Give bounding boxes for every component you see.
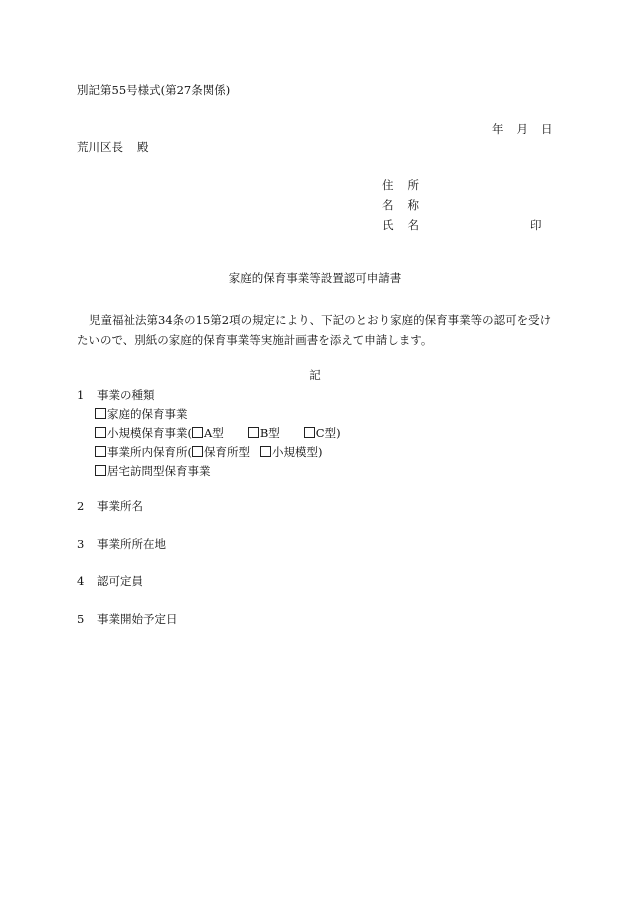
address-label-2: 所 [407, 178, 419, 192]
section-4 [77, 576, 143, 588]
seal-mark: 印 [530, 218, 542, 232]
addressee-honorific: 殿 [137, 140, 149, 154]
addressee-name: 荒川区長 [77, 140, 123, 154]
ki-heading: 記 [309, 368, 321, 382]
option-label: 事業所内保育所( [107, 445, 192, 459]
date-year: 年 [492, 122, 504, 136]
section-1-number: 1 [77, 388, 85, 402]
checkbox[interactable] [95, 446, 106, 457]
nursery-type-label: 保育所型 [204, 445, 250, 459]
checkbox[interactable] [95, 427, 106, 438]
small-type-label: 小規模型) [272, 445, 323, 459]
section-4-label: 認可定員 [97, 574, 143, 588]
business-type-options [77, 408, 341, 484]
applicant-block [382, 178, 542, 240]
applicant-address-row [382, 180, 418, 200]
form-id: 別記第55号様式(第27条関係) [77, 83, 231, 97]
option-label: 小規模保育事業( [107, 426, 192, 440]
checkbox-b-type[interactable] [248, 427, 259, 438]
option-home-visit [95, 465, 341, 484]
org-label-2: 称 [407, 198, 419, 212]
option-small-scale [95, 427, 341, 446]
section-3-number: 3 [77, 537, 85, 551]
address-label-1: 住 [382, 178, 394, 192]
checkbox[interactable] [95, 465, 106, 476]
option-label: 家庭的保育事業 [107, 407, 188, 421]
section-3-label: 事業所所在地 [97, 537, 166, 551]
section-4-number: 4 [77, 574, 85, 588]
date-day: 日 [541, 122, 553, 136]
document-title: 家庭的保育事業等設置認可申請書 [228, 271, 402, 285]
section-3 [77, 539, 166, 551]
applicant-person-row [382, 218, 542, 240]
checkbox-a-type[interactable] [192, 427, 203, 438]
a-type-label: A型 [204, 426, 224, 440]
checkbox-c-type[interactable] [304, 427, 315, 438]
section-2-number: 2 [77, 499, 85, 513]
person-label-2: 名 [407, 218, 419, 232]
body-paragraph: 児童福祉法第34条の15第2項の規定により、下記のとおり家庭的保育事業等の認可を受けたいので、別紙の家庭的保育事業等実施計画書を添えて申請します。 [77, 313, 552, 347]
section-5 [77, 614, 178, 626]
section-1 [77, 390, 341, 484]
date-month: 月 [516, 122, 528, 136]
option-workplace [95, 446, 341, 465]
applicant-org-row [382, 200, 418, 220]
org-label-1: 名 [382, 198, 394, 212]
section-5-number: 5 [77, 612, 85, 626]
date-line [492, 124, 553, 136]
option-label: 居宅訪問型保育事業 [107, 464, 211, 478]
section-2 [77, 501, 143, 513]
person-label-1: 氏 [382, 218, 394, 232]
option-home-childcare [95, 408, 341, 427]
checkbox-nursery-type[interactable] [192, 446, 203, 457]
checkbox[interactable] [95, 408, 106, 419]
checkbox-small-type[interactable] [260, 446, 271, 457]
addressee [77, 142, 149, 154]
b-type-label: B型 [259, 426, 280, 440]
c-type-label: C型) [315, 426, 341, 440]
section-5-label: 事業開始予定日 [97, 612, 178, 626]
section-1-label: 事業の種類 [97, 388, 155, 402]
section-2-label: 事業所名 [97, 499, 143, 513]
